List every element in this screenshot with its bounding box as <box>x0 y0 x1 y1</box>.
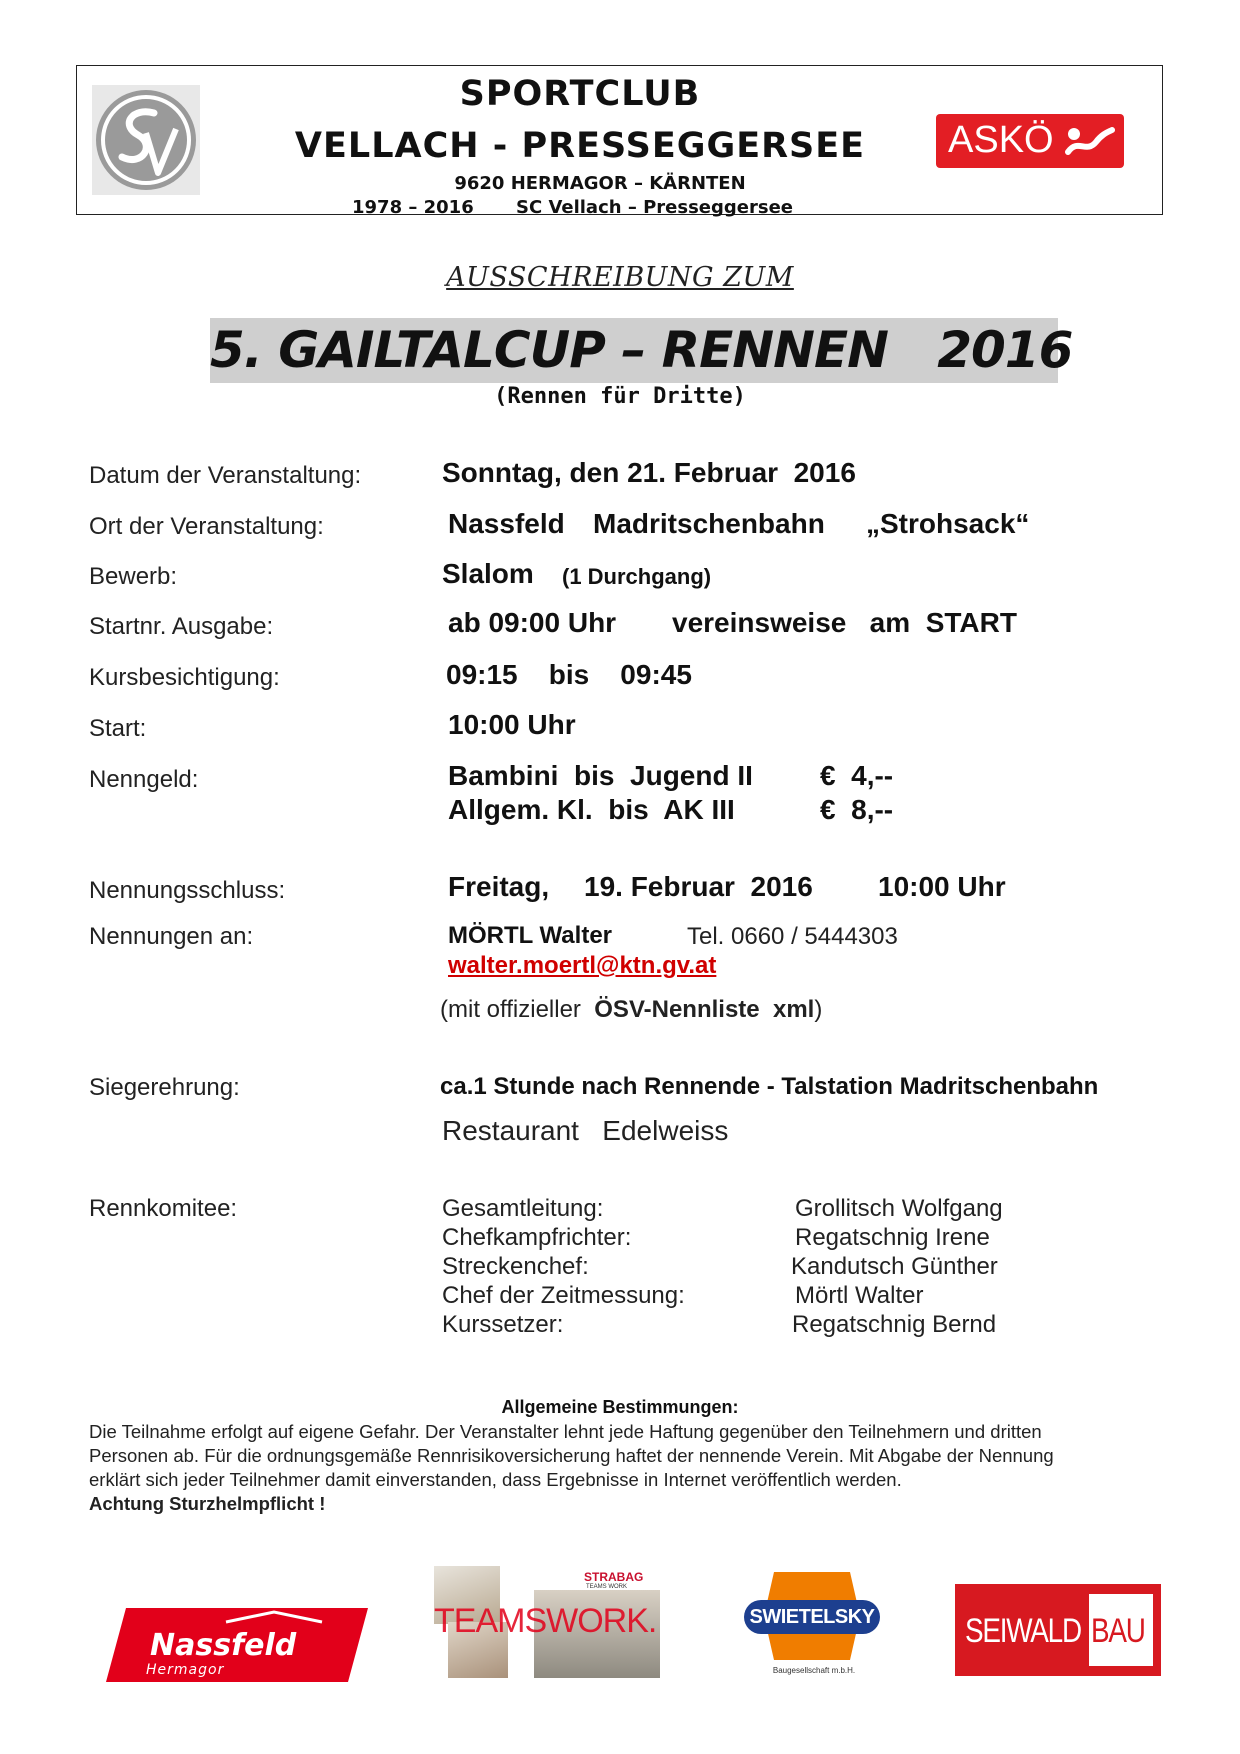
komitee-name: Regatschnig Bernd <box>792 1311 997 1338</box>
schluss-value-1: Freitag, <box>448 871 550 902</box>
nennliste-post: ) <box>814 996 823 1023</box>
club-name-line2: VELLACH - PRESSEGGERSEE <box>294 126 866 166</box>
komitee-role: Chefkampfrichter: <box>442 1224 632 1251</box>
datum-label: Datum der Veranstaltung: <box>89 462 362 489</box>
swietelsky-text: SWIETELSKY <box>749 1606 875 1628</box>
nenngeld-class-2: Allgem. Kl. bis AK III <box>448 794 735 825</box>
sieger-label: Siegerehrung: <box>89 1074 240 1101</box>
bewerb-extra: (1 Durchgang) <box>562 564 712 589</box>
bau-text: BAU <box>1091 1612 1145 1650</box>
komitee-role: Streckenchef: <box>442 1253 589 1280</box>
nenngeld-class-1: Bambini bis Jugend II <box>448 760 753 791</box>
general-line-3: erklärt sich jeder Teilnehmer damit einverstanden, dass Ergebnisse in Internet veröffentlich werden. <box>89 1469 902 1490</box>
strabag-sublabel: TEAMS WORK <box>586 1584 628 1590</box>
asko-swoosh-icon <box>1064 124 1116 158</box>
komitee-label: Rennkomitee: <box>89 1195 238 1222</box>
swietelsky-logo <box>744 1566 880 1678</box>
start-label: Start: <box>89 715 147 742</box>
schluss-label: Nennungsschluss: <box>89 877 286 904</box>
schluss-value-2: 19. Februar 2016 <box>584 871 813 902</box>
kurs-label: Kursbesichtigung: <box>89 664 280 691</box>
contact-email-link[interactable]: walter.moertl@ktn.gv.at <box>448 952 717 979</box>
club-logo <box>92 85 200 195</box>
komitee-name: Grollitsch Wolfgang <box>795 1195 1003 1222</box>
datum-value: Sonntag, den 21. Februar 2016 <box>442 457 856 488</box>
ort-value-3: „Strohsack“ <box>866 508 1030 539</box>
ort-value-1: Nassfeld <box>448 508 565 539</box>
asko-logo <box>936 114 1124 168</box>
page-title: 5. GAILTALCUP – RENNEN 2016 <box>210 321 1073 379</box>
seiwald-bau-logo <box>955 1584 1161 1676</box>
subtitle: (Rennen für Dritte) <box>494 384 746 409</box>
contact-phone: Tel. 0660 / 5444303 <box>687 923 898 950</box>
bewerb-value: Slalom <box>442 558 534 589</box>
club-logo-emblem-icon <box>92 85 200 195</box>
nenngeld-price-1: € 4,-- <box>820 760 894 791</box>
startnr-value-2: vereinsweise am START <box>672 607 1017 638</box>
komitee-role: Chef der Zeitmessung: <box>442 1282 685 1309</box>
nassfeld-logo-subtext: Hermagor <box>146 1662 225 1678</box>
teamswork-label: TEAMSWORK. <box>434 1602 657 1640</box>
club-name-line1: SPORTCLUB <box>459 74 701 114</box>
startnr-value-1: ab 09:00 Uhr <box>448 607 617 638</box>
startnr-label: Startnr. Ausgabe: <box>89 613 274 640</box>
sieger-value-2: Restaurant Edelweiss <box>442 1115 729 1146</box>
club-years: 1978 – 2016 <box>352 197 474 218</box>
asko-logo-text: ASKÖ <box>948 119 1054 161</box>
nassfeld-logo <box>106 1604 368 1686</box>
nenngeld-price-2: € 8,-- <box>820 794 894 825</box>
start-value: 10:00 Uhr <box>448 709 576 740</box>
nennliste-note <box>440 996 822 1024</box>
general-line-2: Personen ab. Für die ordnungsgemäße Rennrisikoversicherung haftet der nennende Verein. Mit Abgabe der Nennung <box>89 1445 1054 1466</box>
bewerb-label: Bewerb: <box>89 563 178 590</box>
komitee-name: Regatschnig Irene <box>795 1224 990 1251</box>
contact-name: MÖRTL Walter <box>448 922 613 949</box>
general-heading: Allgemeine Bestimmungen: <box>501 1397 739 1417</box>
schluss-value-3: 10:00 Uhr <box>878 871 1006 902</box>
ort-label: Ort der Veranstaltung: <box>89 513 324 540</box>
kurs-value: 09:15 bis 09:45 <box>446 659 692 690</box>
club-short-name: SC Vellach – Presseggersee <box>516 197 793 218</box>
general-line-1: Die Teilnahme erfolgt auf eigene Gefahr. Der Veranstalter lehnt jede Haftung gegenüber den Teilnehmern und dritten <box>89 1421 1042 1442</box>
komitee-name: Kandutsch Günther <box>791 1253 998 1280</box>
nennliste-pre: (mit offizieller <box>440 996 595 1023</box>
intro-heading: AUSSCHREIBUNG ZUM <box>446 262 794 293</box>
bau-box <box>1089 1594 1153 1666</box>
nennliste-bold: ÖSV-Nennliste xml <box>594 996 815 1023</box>
komitee-name: Mörtl Walter <box>795 1282 924 1309</box>
swietelsky-subtext: Baugesellschaft m.b.H. <box>772 1666 856 1675</box>
nassfeld-logo-text: Nassfeld <box>150 1628 297 1663</box>
nenngeld-label: Nenngeld: <box>89 766 199 793</box>
seiwald-text: SEIWALD <box>965 1612 1081 1650</box>
sieger-value-1: ca.1 Stunde nach Rennende - Talstation Madritschenbahn <box>440 1073 1099 1100</box>
komitee-role: Gesamtleitung: <box>442 1195 604 1222</box>
strabag-label: STRABAG <box>584 1570 644 1584</box>
general-line-4: Achtung Sturzhelmpflicht ! <box>89 1493 326 1514</box>
strabag-teamswork-logo <box>434 1566 660 1678</box>
club-address: 9620 HERMAGOR – KÄRNTEN <box>454 173 746 194</box>
nennungen-label: Nennungen an: <box>89 923 254 950</box>
komitee-role: Kurssetzer: <box>442 1311 564 1338</box>
ort-value-2: Madritschenbahn <box>593 508 825 539</box>
